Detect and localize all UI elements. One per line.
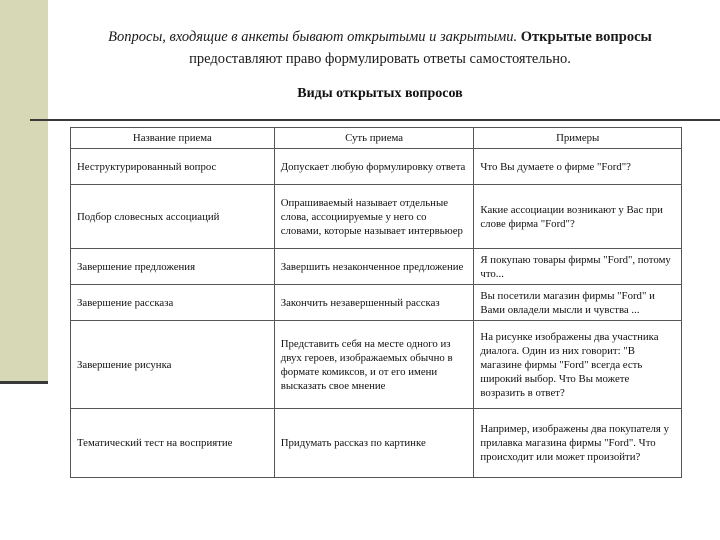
intro-rest: предоставляют право формулировать ответы самостоятельно.	[189, 51, 571, 67]
open-questions-table	[70, 127, 682, 478]
table-row	[71, 409, 682, 478]
table-header-row	[71, 128, 682, 149]
technique-name-cell: Завершение рассказа	[71, 285, 275, 321]
technique-name-cell: Завершение рисунка	[71, 321, 275, 409]
title-divider	[30, 119, 720, 121]
technique-name-cell: Тематический тест на восприятие	[71, 409, 275, 478]
example-cell: Какие ассоциации возникают у Вас при слове фирма "Ford"?	[474, 185, 682, 249]
technique-essence-cell: Придумать рассказ по картинке	[274, 409, 474, 478]
technique-essence-cell: Допускает любую формулировку ответа	[274, 149, 474, 185]
section-subtitle: Виды открытых вопросов	[297, 86, 463, 101]
header-technique-essence: Суть приема	[274, 128, 474, 149]
decorative-sidebar	[0, 0, 48, 381]
technique-name-cell: Завершение предложения	[71, 249, 275, 285]
table-row	[71, 285, 682, 321]
technique-essence-cell: Опрашиваемый называет отдельные слова, ассоциируемые у него со словами, которые называет интервьюер	[274, 185, 474, 249]
header-examples: Примеры	[474, 128, 682, 149]
table-row	[71, 321, 682, 409]
technique-essence-cell: Завершить незаконченное предложение	[274, 249, 474, 285]
header-technique-name: Название приема	[71, 128, 275, 149]
table-row	[71, 185, 682, 249]
intro-italic: Вопросы, входящие в анкеты бывают открытыми и закрытыми.	[108, 29, 518, 45]
intro-paragraph	[80, 26, 680, 70]
technique-essence-cell: Представить себя на месте одного из двух героев, изображаемых обычно в формате комиксов, и от его имени высказать свое мнение	[274, 321, 474, 409]
technique-name-cell: Подбор словесных ассоциаций	[71, 185, 275, 249]
technique-name-cell: Неструктурированный вопрос	[71, 149, 275, 185]
example-cell: На рисунке изображены два участника диалога. Один из них говорит: "В магазине фирмы "Ford" всегда есть широкий выбор. Что Вы можете возразить в ответ?	[474, 321, 682, 409]
example-cell: Вы посетили магазин фирмы "Ford" и Вами овладели мысли и чувства ...	[474, 285, 682, 321]
intro-bold: Открытые вопросы	[520, 29, 652, 45]
example-cell: Я покупаю товары фирмы "Ford", потому что...	[474, 249, 682, 285]
sidebar-divider	[0, 381, 48, 384]
table-row	[71, 149, 682, 185]
example-cell: Что Вы думаете о фирме "Ford"?	[474, 149, 682, 185]
table-row	[71, 249, 682, 285]
example-cell: Например, изображены два покупателя у прилавка магазина фирмы "Ford". Что происходит или может произойти?	[474, 409, 682, 478]
technique-essence-cell: Закончить незавершенный рассказ	[274, 285, 474, 321]
